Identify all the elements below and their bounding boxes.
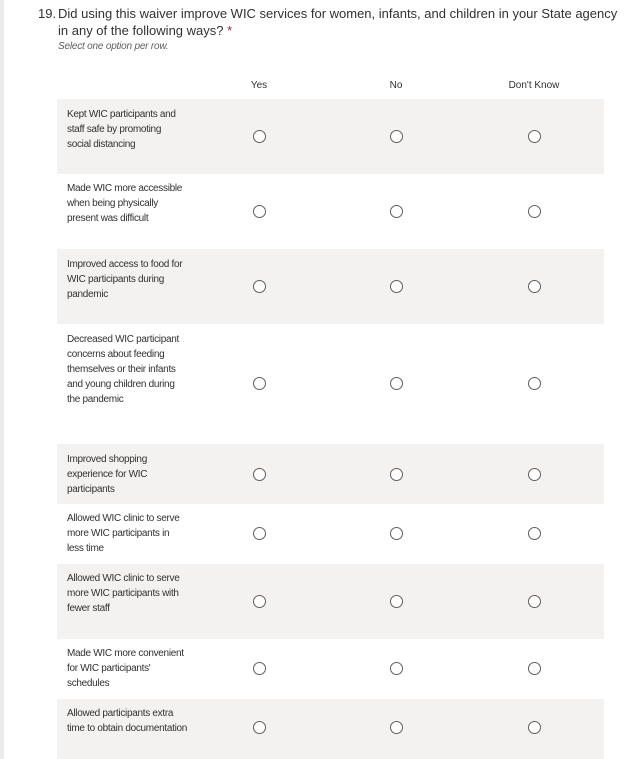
radio-dont-know[interactable] [528,721,541,734]
radio-yes[interactable] [253,595,266,608]
column-header-dont-know: Don't Know [508,80,560,91]
radio-no[interactable] [390,527,403,540]
row-label: Allowed WIC clinic to serve more WIC participants in less time [67,513,180,554]
radio-no[interactable] [390,662,403,675]
row-label: Decreased WIC participant concerns about feeding themselves or their infants and young children during the pandemic [67,334,179,405]
grid-row [57,444,604,504]
radio-dont-know[interactable] [528,205,541,218]
row-label: Allowed participants extra time to obtain documentation [67,708,188,734]
row-label: Made WIC more accessible when being physically present was difficult [67,183,183,224]
grid-row [57,324,604,444]
grid-row [57,99,604,174]
radio-yes[interactable] [253,280,266,293]
radio-yes[interactable] [253,130,266,143]
radio-yes[interactable] [253,721,266,734]
grid-row [57,174,604,249]
question-text-wrap [58,5,628,39]
grid-row [57,504,604,564]
left-border [0,0,4,759]
radio-dont-know[interactable] [528,662,541,675]
radio-dont-know[interactable] [528,595,541,608]
question-text: Did using this waiver improve WIC services for women, infants, and children in your State agency in any of the following ways? [58,6,618,38]
radio-dont-know[interactable] [528,130,541,143]
radio-dont-know[interactable] [528,468,541,481]
radio-no[interactable] [390,468,403,481]
radio-no[interactable] [390,595,403,608]
question-hint: Select one option per row. [58,41,169,52]
grid-row [57,639,604,699]
column-header-no: No [389,80,403,91]
radio-dont-know[interactable] [528,377,541,390]
column-header-yes: Yes [250,80,268,91]
radio-yes[interactable] [253,377,266,390]
grid-row [57,699,604,759]
radio-no[interactable] [390,280,403,293]
radio-no[interactable] [390,130,403,143]
likert-grid [57,75,604,759]
radio-yes[interactable] [253,662,266,675]
row-label: Improved shopping experience for WIC participants [67,454,148,495]
radio-dont-know[interactable] [528,280,541,293]
question-title [38,5,628,39]
radio-yes[interactable] [253,527,266,540]
grid-row [57,249,604,324]
radio-yes[interactable] [253,468,266,481]
row-label: Improved access to food for WIC participants during pandemic [67,259,183,300]
grid-row [57,564,604,639]
radio-dont-know[interactable] [528,527,541,540]
row-label: Allowed WIC clinic to serve more WIC participants with fewer staff [67,573,180,614]
radio-no[interactable] [390,205,403,218]
radio-no[interactable] [390,377,403,390]
radio-yes[interactable] [253,205,266,218]
question-number: 19. [38,6,57,21]
row-label: Kept WIC participants and staff safe by promoting social distancing [67,109,176,150]
radio-no[interactable] [390,721,403,734]
required-marker: * [227,23,233,38]
row-label: Made WIC more convenient for WIC participants' schedules [67,648,184,689]
column-headers [57,75,604,99]
